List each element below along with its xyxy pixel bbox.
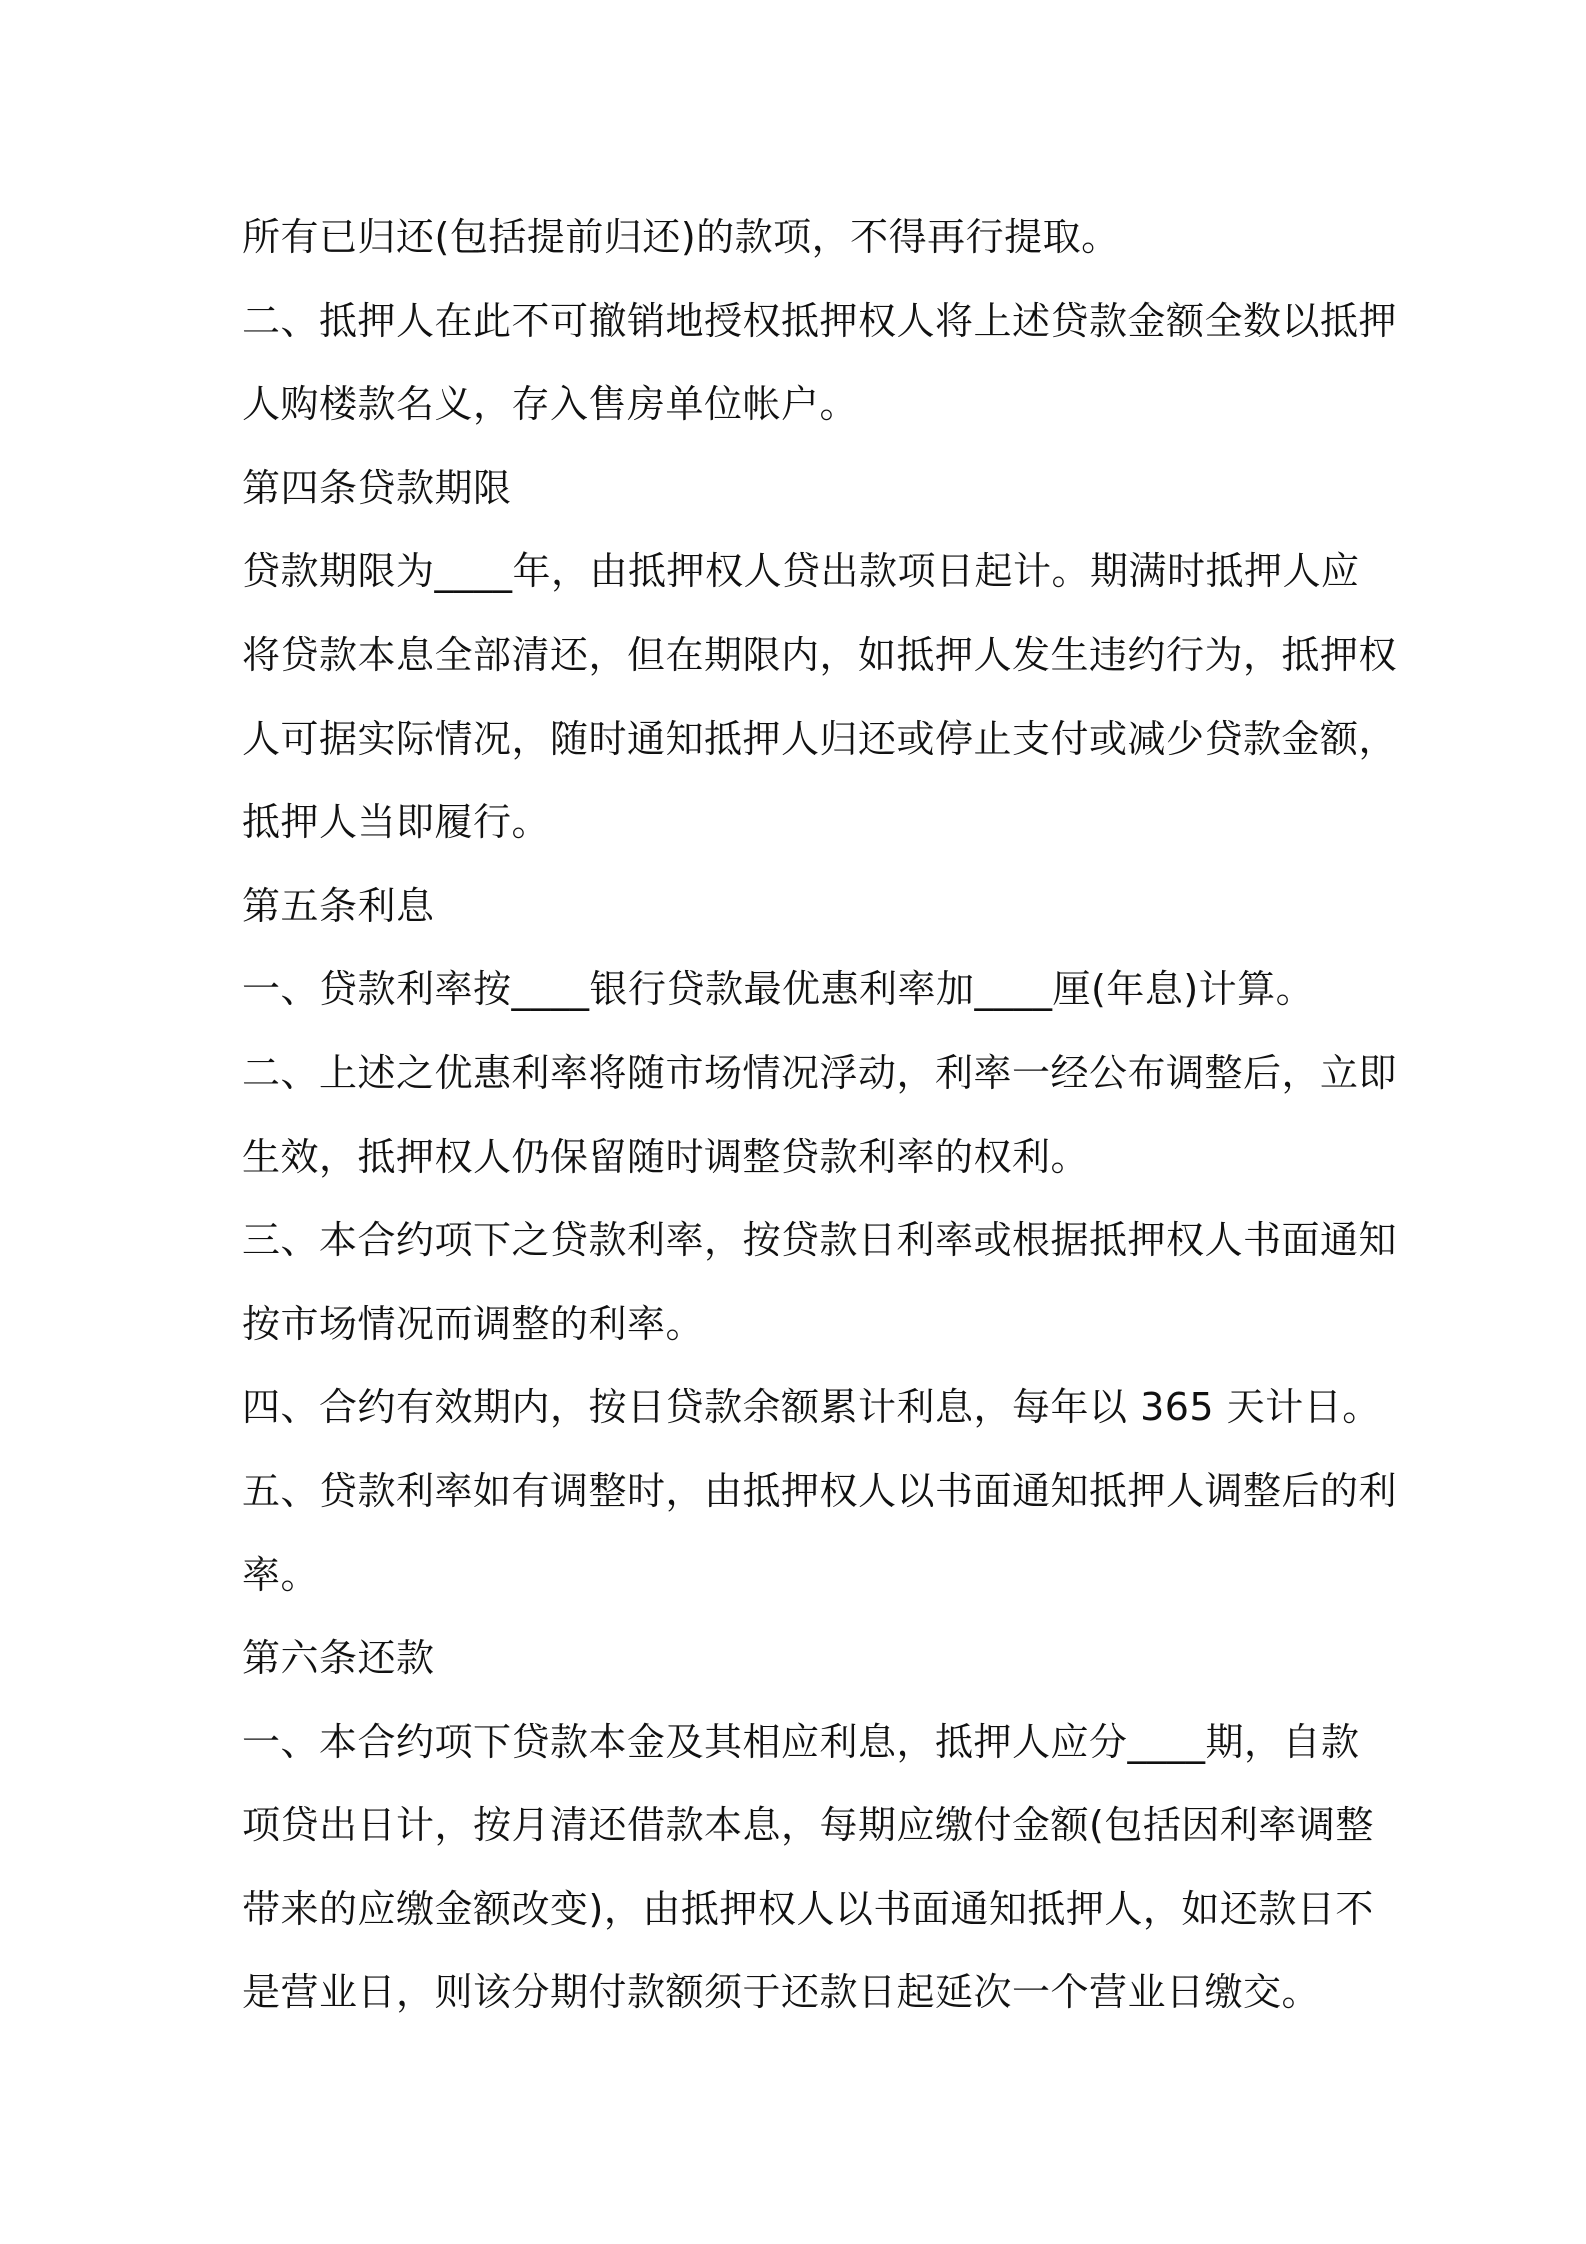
text-line: 将贷款本息全部清还，但在期限内，如抵押人发生违约行为，抵押权 <box>242 632 1398 677</box>
section-heading: 第六条还款 <box>242 1636 435 1681</box>
text-line: 率。 <box>242 1552 320 1597</box>
text-line: 人购楼款名义，存入售房单位帐户。 <box>242 382 859 427</box>
text-line: 抵押人当即履行。 <box>242 800 551 845</box>
document-body <box>242 196 1398 2035</box>
text-line: 五、贷款利率如有调整时，由抵押权人以书面通知抵押人调整后的利 <box>242 1468 1398 1513</box>
text-line: 是营业日，则该分期付款额须于还款日起延次一个营业日缴交。 <box>242 1970 1321 2015</box>
section-heading: 第五条利息 <box>242 883 435 928</box>
text-line: 人可据实际情况，随时通知抵押人归还或停止支付或减少贷款金额， <box>242 716 1398 761</box>
text-line: 带来的应缴金额改变)，由抵押权人以书面通知抵押人，如还款日不 <box>242 1886 1374 1931</box>
section-heading: 第四条贷款期限 <box>242 465 512 510</box>
text-line: 四、合约有效期内，按日贷款余额累计利息，每年以 365 天计日。 <box>242 1385 1381 1430</box>
text-line: 所有已归还(包括提前归还)的款项，不得再行提取。 <box>242 215 1120 259</box>
text-line: 贷款期限为____年，由抵押权人贷出款项日起计。期满时抵押人应 <box>242 549 1360 594</box>
text-line: 一、本合约项下贷款本金及其相应利息，抵押人应分____期，自款 <box>242 1719 1360 1764</box>
text-line: 一、贷款利率按____银行贷款最优惠利率加____厘(年息)计算。 <box>242 967 1315 1012</box>
text-line: 三、本合约项下之贷款利率，按贷款日利率或根据抵押权人书面通知 <box>242 1218 1398 1263</box>
text-line: 项贷出日计，按月清还借款本息，每期应缴付金额(包括因利率调整 <box>242 1803 1374 1848</box>
text-line: 二、上述之优惠利率将随市场情况浮动，利率一经公布调整后，立即 <box>242 1050 1398 1095</box>
text-line: 生效，抵押权人仍保留随时调整贷款利率的权利。 <box>242 1134 1090 1179</box>
text-line: 按市场情况而调整的利率。 <box>242 1301 705 1346</box>
text-line: 二、抵押人在此不可撤销地授权抵押权人将上述贷款金额全数以抵押 <box>242 298 1398 343</box>
